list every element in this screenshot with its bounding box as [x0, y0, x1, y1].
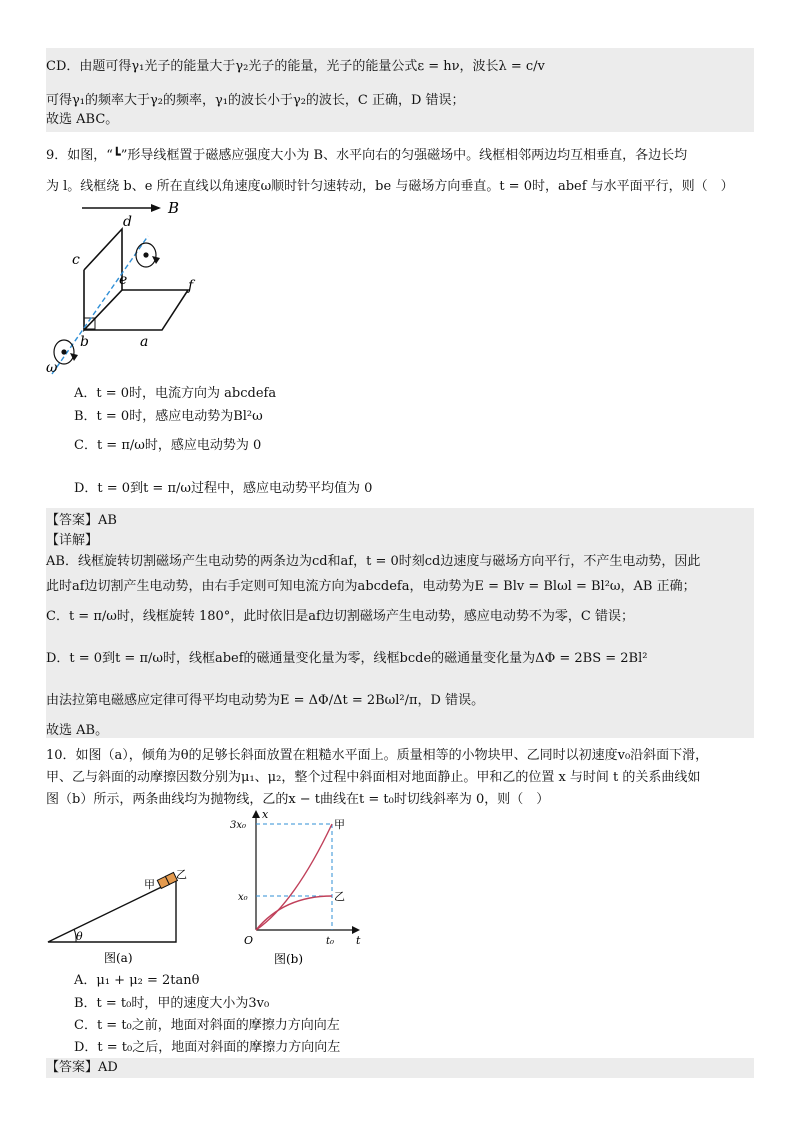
detail-heading-9: 【详解】 [46, 533, 99, 548]
explanation-line: 由法拉第电磁感应定律可得平均电动势为E = ΔΦ/Δt = 2Bωl²/π，D 错误。 [46, 693, 485, 708]
option-9B: B．t = 0时，感应电动势为Bl²ω [74, 409, 263, 424]
label-d: d [123, 214, 132, 230]
question-9-stem: 9．如图，“┗”形导线框置于磁感应强度大小为 B、水平向右的匀强磁场中。线框相邻两边均互相垂直，各边长均 [46, 148, 688, 163]
option-10B: B．t = t₀时，甲的速度大小为3v₀ [74, 996, 270, 1011]
curve-label-jia: 甲 [334, 818, 345, 831]
origin-label: O [244, 934, 254, 947]
label-e: e [119, 272, 128, 288]
option-9D: D．t = 0到t = π/ω过程中，感应电动势平均值为 0 [74, 481, 373, 496]
axis-t-label: t [356, 934, 361, 947]
question-10-stem: 图（b）所示，两条曲线均为抛物线，乙的x − t曲线在t = t₀时切线斜率为 0，则（ ） [46, 792, 550, 807]
option-9C: C．t = π/ω时，感应电动势为 0 [74, 438, 262, 453]
label-b: b [80, 334, 89, 350]
question-9-stem: 为 l。线框绕 b、e 所在直线以角速度ω顺时针匀速转动，be 与磁场方向垂直。t = 0时，abef 与水平面平行，则（ ） [46, 179, 734, 194]
figure-10b-xt-graph [228, 808, 368, 968]
explanation-line: D．t = 0到t = π/ω时，线框abef的磁通量变化量为零，线框bcde的磁通量变化量为ΔΦ = 2BS = 2Bl² [46, 651, 648, 666]
label-a: a [140, 334, 149, 350]
question-10-stem: 甲、乙与斜面的动摩擦因数分别为μ₁、μ₂，整个过程中斜面相对地面静止。甲和乙的位置 x 与时间 t 的关系曲线如 [46, 770, 701, 785]
caption-10a: 图(a) [104, 951, 133, 965]
explanation-line: 故选 AB。 [46, 723, 109, 738]
caption-10b: 图(b) [274, 952, 304, 966]
label-f: f [188, 278, 194, 294]
question-10-stem: 10．如图（a），倾角为θ的足够长斜面放置在粗糙水平面上。质量相等的小物块甲、乙同时以初速度v₀沿斜面下滑， [46, 748, 709, 763]
label-jia-a: 甲 [144, 878, 155, 891]
tick-3x0: 3x₀ [230, 820, 247, 831]
option-10A: A．μ₁ + μ₂ = 2tanθ [74, 973, 200, 988]
curve-label-yi: 乙 [334, 890, 345, 903]
explanation-line: CD．由题可得γ₁光子的能量大于γ₂光子的能量，光子的能量公式ε = hν，波长λ = c/v [46, 59, 545, 74]
explanation-line: AB．线框旋转切割磁场产生电动势的两条边为cd和af，t = 0时刻cd边速度与磁场方向平行，不产生电动势，因此 [46, 554, 701, 569]
explanation-line: C．t = π/ω时，线框旋转 180°，此时依旧是af边切割磁场产生电动势，感应电动势不为零，C 错误； [46, 609, 634, 624]
figure-10a-incline [46, 866, 206, 966]
label-c: c [72, 252, 80, 268]
figure-9-rotating-frame [44, 192, 274, 392]
option-10D: D．t = t₀之后，地面对斜面的摩擦力方向向左 [74, 1040, 341, 1055]
label-yi-a: 乙 [176, 868, 187, 881]
explanation-line: 此时af边切割产生电动势，由右手定则可知电流方向为abcdefa，电动势为E = Blv = Blωl = Bl²ω，AB 正确； [46, 579, 696, 594]
tick-t0: t₀ [326, 936, 335, 947]
explanation-line: 可得γ₁的频率大于γ₂的频率，γ₁的波长小于γ₂的波长，C 正确，D 错误； [46, 93, 465, 108]
axis-x-label: x [262, 808, 269, 821]
tick-x0: x₀ [238, 892, 248, 903]
answer-9: 【答案】AB [46, 513, 117, 528]
answer-10: 【答案】AD [46, 1060, 118, 1075]
label-B: B [168, 199, 180, 217]
label-omega: ω [46, 360, 58, 376]
explanation-line: 故选 ABC。 [46, 112, 119, 127]
option-9A: A．t = 0时，电流方向为 abcdefa [74, 386, 277, 401]
label-theta: θ [76, 930, 83, 943]
option-10C: C．t = t₀之前，地面对斜面的摩擦力方向向左 [74, 1018, 340, 1033]
